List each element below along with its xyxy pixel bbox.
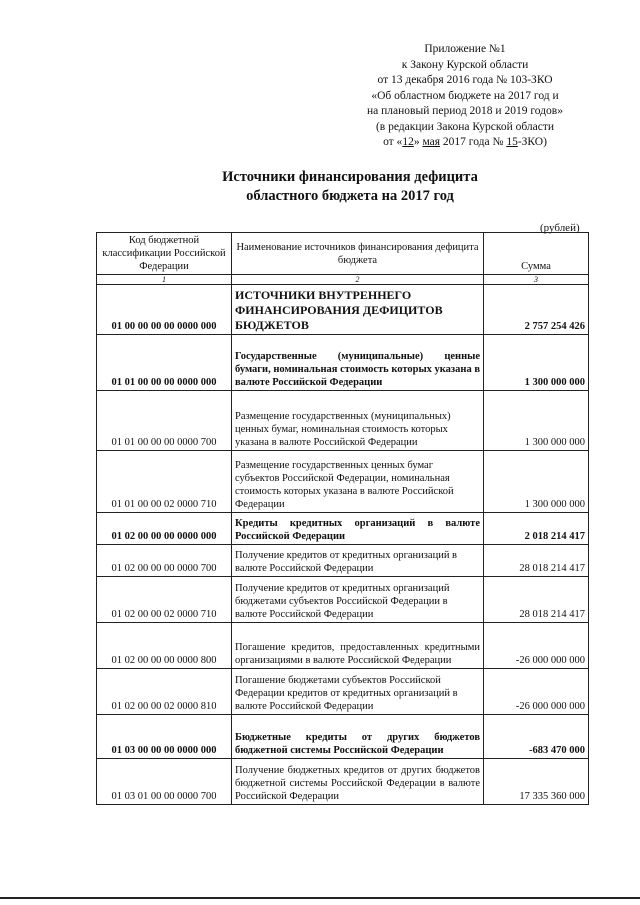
column-number-2: 2 xyxy=(232,275,484,285)
row-amount: 28 018 214 417 xyxy=(484,545,589,577)
table-row xyxy=(97,335,589,391)
row-code: 01 02 00 00 00 0000 700 xyxy=(97,545,232,577)
row-name: Размещение государственных ценных бумаг субъектов Российской Федерации, номинальная стоимость которых указана в валюте Российской Федерации xyxy=(232,451,484,513)
table-row xyxy=(97,285,589,335)
appendix-line-7 xyxy=(340,135,590,151)
column-number-row xyxy=(97,275,589,285)
title-line-1: Источники финансирования дефицита xyxy=(222,169,478,185)
appendix-line-5: на плановый период 2018 и 2019 годов» xyxy=(367,105,563,117)
title-line-2: областного бюджета на 2017 год xyxy=(246,188,454,204)
row-name: Получение бюджетных кредитов от других бюджетов бюджетной системы Российской Федерации в валюте Российской Федерации xyxy=(232,759,484,805)
row-amount: 17 335 360 000 xyxy=(484,759,589,805)
column-number-1: 1 xyxy=(97,275,232,285)
appendix-line-1: Приложение №1 xyxy=(424,43,506,55)
table-row xyxy=(97,577,589,623)
appendix-line-7-suffix: -ЗКО) xyxy=(517,136,547,148)
row-code: 01 00 00 00 00 0000 000 xyxy=(97,285,232,335)
appendix-line-7-prefix: от « xyxy=(383,136,403,148)
row-amount: -26 000 000 000 xyxy=(484,669,589,715)
row-amount: 1 300 000 000 xyxy=(484,451,589,513)
appendix-day: 12 xyxy=(402,136,414,148)
appendix-block xyxy=(340,42,590,151)
appendix-line-4: «Об областном бюджете на 2017 год и xyxy=(371,89,559,102)
table-row xyxy=(97,759,589,805)
budget-sources-table xyxy=(96,232,589,805)
table-row xyxy=(97,715,589,759)
row-code: 01 03 01 00 00 0000 700 xyxy=(97,759,232,805)
page-title xyxy=(200,168,500,206)
table-row xyxy=(97,513,589,545)
appendix-line-7-mid1: » xyxy=(413,136,423,148)
row-amount: -683 470 000 xyxy=(484,715,589,759)
row-amount: 2 757 254 426 xyxy=(484,285,589,335)
row-code: 01 01 00 00 02 0000 710 xyxy=(97,451,232,513)
row-code: 01 02 00 00 00 0000 000 xyxy=(97,513,232,545)
appendix-line-3: от 13 декабря 2016 года № 103-ЗКО xyxy=(377,74,553,86)
row-name: Государственные (муниципальные) ценные бумаги, номинальная стоимость которых указана в валюте Российской Федерации xyxy=(232,335,484,391)
row-name: Получение кредитов от кредитных организаций бюджетами субъектов Российской Федерации в валюте Российской Федерации xyxy=(232,577,484,623)
table-header-row xyxy=(97,233,589,275)
row-name: Погашение кредитов, предоставленных кредитными организациями в валюте Российской Федерации xyxy=(232,623,484,669)
row-name: Погашение бюджетами субъектов Российской Федерации кредитов от кредитных организаций в валюте Российской Федерации xyxy=(232,669,484,715)
page-bottom-rule xyxy=(0,897,640,899)
row-code: 01 03 00 00 00 0000 000 xyxy=(97,715,232,759)
header-code: Код бюджетной классификации Российской Федерации xyxy=(97,233,232,275)
row-amount: 1 300 000 000 xyxy=(484,391,589,451)
appendix-line-2: к Закону Курской области xyxy=(401,58,529,71)
row-name: Получение кредитов от кредитных организаций в валюте Российской Федерации xyxy=(232,545,484,577)
row-amount: 1 300 000 000 xyxy=(484,335,589,391)
table-row xyxy=(97,451,589,513)
units-label: (рублей) xyxy=(540,222,580,234)
table-row xyxy=(97,545,589,577)
row-name: ИСТОЧНИКИ ВНУТРЕННЕГО ФИНАНСИРОВАНИЯ ДЕФИЦИТОВ БЮДЖЕТОВ xyxy=(232,285,484,335)
row-name: Размещение государственных (муниципальных) ценных бумаг, номинальная стоимость которых указана в валюте Российской Федерации xyxy=(232,391,484,451)
appendix-line-7-mid2: 2017 года № xyxy=(440,136,507,148)
row-amount: 2 018 214 417 xyxy=(484,513,589,545)
row-amount: -26 000 000 000 xyxy=(484,623,589,669)
appendix-line-6: (в редакции Закона Курской области xyxy=(375,120,555,133)
table-row xyxy=(97,391,589,451)
appendix-month: мая xyxy=(422,136,441,148)
table-row xyxy=(97,623,589,669)
row-code: 01 01 00 00 00 0000 700 xyxy=(97,391,232,451)
column-number-3: 3 xyxy=(484,275,589,285)
appendix-law-number: 15 xyxy=(506,136,518,148)
row-code: 01 02 00 00 02 0000 710 xyxy=(97,577,232,623)
row-code: 01 01 00 00 00 0000 000 xyxy=(97,335,232,391)
header-name: Наименование источников финансирования дефицита бюджета xyxy=(232,233,484,275)
table-row xyxy=(97,669,589,715)
header-amount: Сумма xyxy=(484,233,589,275)
row-code: 01 02 00 00 02 0000 810 xyxy=(97,669,232,715)
row-name: Кредиты кредитных организаций в валюте Российской Федерации xyxy=(232,513,484,545)
row-amount: 28 018 214 417 xyxy=(484,577,589,623)
row-code: 01 02 00 00 00 0000 800 xyxy=(97,623,232,669)
row-name: Бюджетные кредиты от других бюджетов бюджетной системы Российской Федерации xyxy=(232,715,484,759)
